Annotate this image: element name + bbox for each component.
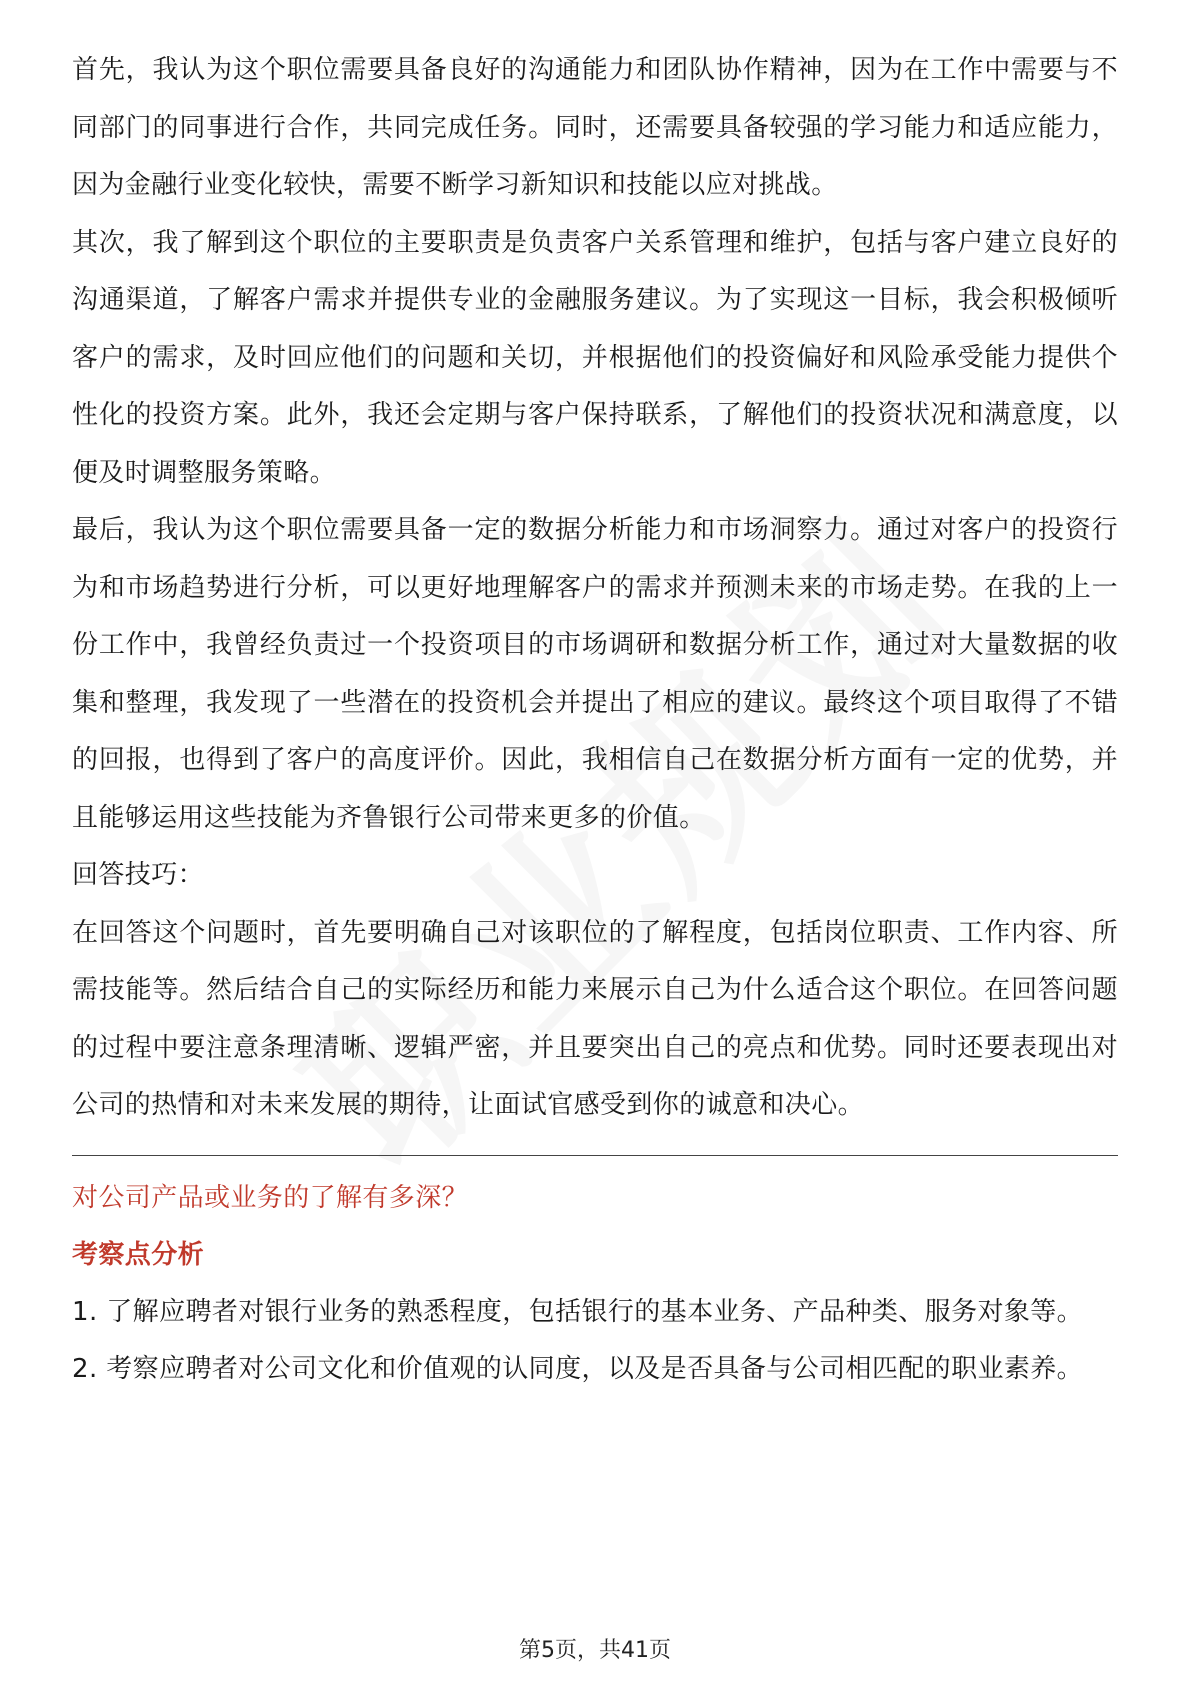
section-divider: [72, 1155, 1118, 1156]
analysis-point-1: 1. 了解应聘者对银行业务的熟悉程度，包括银行的基本业务、产品种类、服务对象等。: [72, 1296, 1084, 1327]
paragraph-last: 最后，我认为这个职位需要具备一定的数据分析能力和市场洞察力。通过对客户的投资行为和市场趋势进行分析，可以更好地理解客户的需求并预测未来的市场走势。在我的上一份工作中，我曾经负责过一个投资项目的市场调研和数据分析工作，通过对大量数据的收集和整理，我发现了一些潜在的投资机会并提出了相应的建议。最终这个项目取得了不错的回报，也得到了客户的高度评价。因此，我相信自己在数据分析方面有一定的优势，并且能够运用这些技能为齐鲁银行公司带来更多的价值。: [72, 515, 1118, 833]
paragraph-first: 首先，我认为这个职位需要具备良好的沟通能力和团队协作精神，因为在工作中需要与不同部门的同事进行合作，共同完成任务。同时，还需要具备较强的学习能力和适应能力，因为金融行业变化较快，需要不断学习新知识和技能以应对挑战。: [72, 55, 1118, 200]
analysis-heading: 考察点分析: [72, 1239, 205, 1270]
tips-text: 在回答这个问题时，首先要明确自己对该职位的了解程度，包括岗位职责、工作内容、所需技能等。然后结合自己的实际经历和能力来展示自己为什么适合这个职位。在回答问题的过程中要注意条理清晰、逻辑严密，并且要突出自己的亮点和优势。同时还要表现出对公司的热情和对未来发展的期待，让面试官感受到你的诚意和决心。: [72, 917, 1118, 1120]
question-title: 对公司产品或业务的了解有多深？: [72, 1182, 469, 1213]
paragraph-second: 其次，我了解到这个职位的主要职责是负责客户关系管理和维护，包括与客户建立良好的沟通渠道，了解客户需求并提供专业的金融服务建议。为了实现这一目标，我会积极倾听客户的需求，及时回应他们的问题和关切，并根据他们的投资偏好和风险承受能力提供个性化的投资方案。此外，我还会定期与客户保持联系，了解他们的投资状况和满意度，以便及时调整服务策略。: [72, 227, 1118, 488]
analysis-point-2: 2. 考察应聘者对公司文化和价值观的认同度，以及是否具备与公司相匹配的职业素养。: [72, 1354, 1084, 1384]
tips-label: 回答技巧：: [72, 860, 205, 890]
page-number: 第5页，共41页: [519, 1638, 671, 1663]
page-content: [72, 42, 1118, 1399]
